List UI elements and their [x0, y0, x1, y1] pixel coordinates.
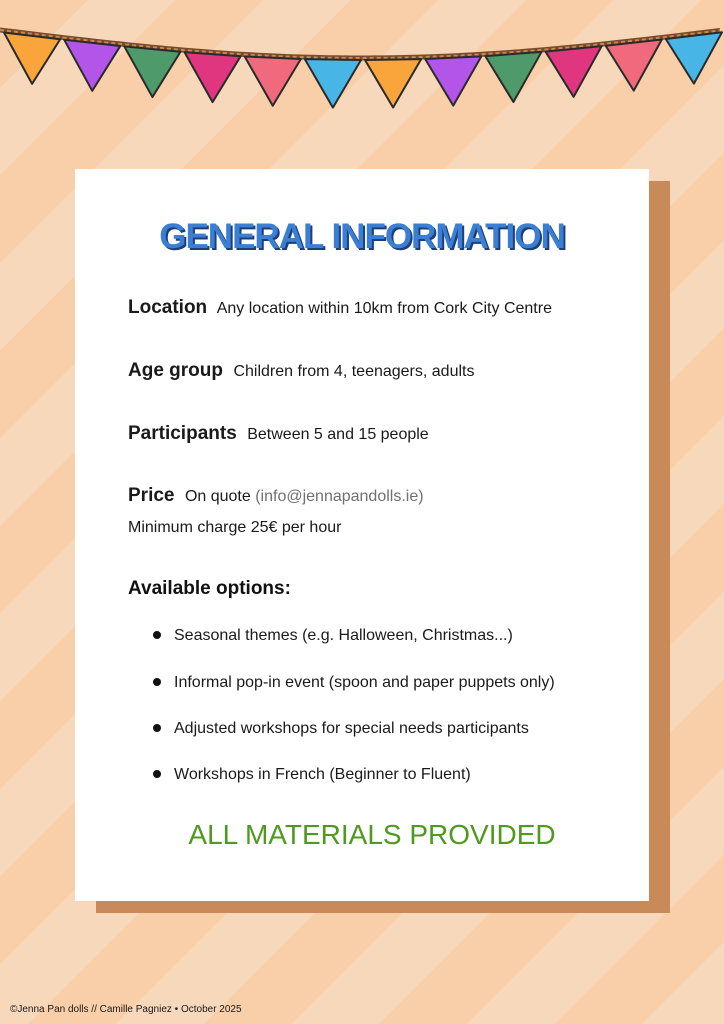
bunting-flag [245, 56, 301, 105]
bunting-flag [546, 46, 602, 97]
option-item [153, 674, 555, 692]
bunting-flag [606, 39, 662, 90]
bunting-flag [666, 32, 722, 83]
options-title: Available options: [128, 578, 291, 599]
option-text: Workshops in French (Beginner to Fluent) [174, 766, 471, 783]
participants-row [128, 423, 429, 445]
participants-value: Between 5 and 15 people [247, 426, 429, 443]
bunting-flag [185, 52, 241, 102]
option-item [153, 766, 471, 784]
bullet-icon [153, 770, 161, 778]
age-group-row [128, 360, 474, 382]
bunting-decoration [0, 0, 724, 130]
age-group-value: Children from 4, teenagers, adults [233, 363, 475, 380]
bunting-flag [425, 56, 481, 105]
option-item [153, 720, 529, 738]
option-text: Seasonal themes (e.g. Halloween, Christmas...) [174, 627, 513, 644]
footer-credit: ©Jenna Pan dolls // Camille Pagniez • October 2025 [10, 1004, 242, 1015]
bunting-flag [124, 46, 180, 97]
age-group-label: Age group [128, 360, 223, 381]
option-text: Informal pop-in event (spoon and paper puppets only) [174, 674, 555, 691]
contact-email-link[interactable]: (info@jennapandolls.ie) [255, 488, 424, 505]
materials-banner: ALL MATERIALS PROVIDED [188, 819, 556, 850]
price-row [128, 485, 424, 507]
participants-label: Participants [128, 423, 237, 444]
bunting-flag [485, 52, 541, 102]
minimum-charge: Minimum charge 25€ per hour [128, 519, 342, 536]
option-item [153, 627, 513, 645]
bunting-flag [4, 32, 60, 83]
info-card [75, 169, 649, 901]
bunting-flag [305, 59, 361, 107]
option-text: Adjusted workshops for special needs participants [174, 720, 529, 737]
location-label: Location [128, 297, 208, 318]
page-title: GENERAL INFORMATION [159, 217, 565, 256]
price-label: Price [128, 485, 175, 506]
bullet-icon [153, 678, 161, 686]
bullet-icon [153, 724, 161, 732]
location-row [128, 297, 552, 319]
bunting-flag [365, 59, 421, 107]
location-value: Any location within 10km from Cork City Centre [216, 300, 552, 317]
bullet-icon [153, 631, 161, 639]
bunting-flag [64, 40, 120, 91]
price-value: On quote [184, 488, 251, 505]
